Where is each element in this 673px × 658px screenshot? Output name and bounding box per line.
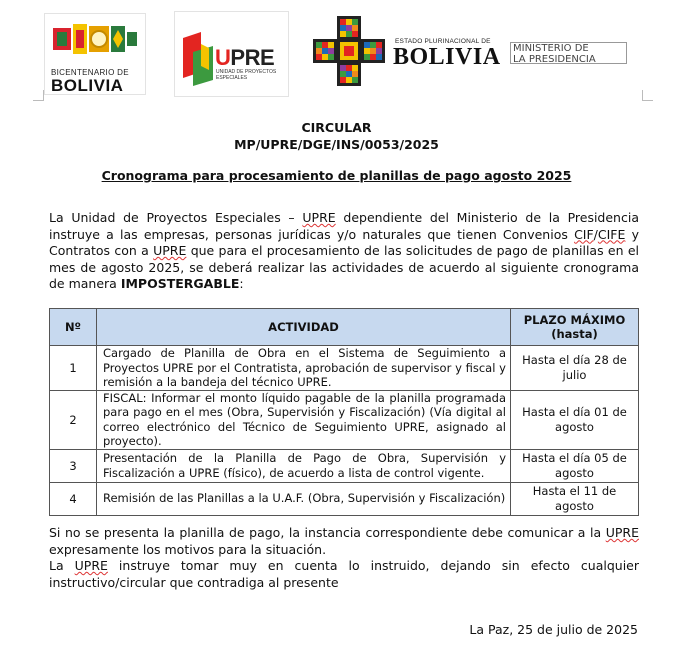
header-plazo: PLAZO MÁXIMO (hasta) (511, 309, 639, 346)
row-actividad: Presentación de la Planilla de Pago de Obra, Supervisión y Fiscalización a UPRE (físico), de acuerdo a lista de control vigente. (97, 449, 511, 482)
row-actividad: Remisión de las Planillas a la U.A.F. (Obra, Supervisión y Fiscalización) (97, 482, 511, 515)
estado-small-text: ESTADO PLURINACIONAL DE (395, 38, 491, 45)
circular-subject: Cronograma para procesamiento de planillas de pago agosto 2025 (101, 168, 572, 183)
header-num: Nº (50, 309, 97, 346)
estado-big-text: BOLIVIA (393, 44, 501, 70)
row-plazo: Hasta el día 01 de agosto (511, 390, 639, 449)
upre-subtitle: UNIDAD DE PROYECTOS ESPECIALES (216, 69, 277, 81)
intro-paragraph: La Unidad de Proyectos Especiales – UPRE dependiente del Ministerio de la Presidencia instruye a las empresas, personas jurídicas y/o naturales que tienen Convenios CIF/CIFE y Contratos con a UPRE que para el procesamiento de las solicitudes de pago de planillas en el mes de agosto 2025, se deberá realizar las actividades de acuerdo al siguiente cronograma de manera IMPOSTERGABLE: (49, 210, 640, 291)
bicentenario-big-text: BOLIVIA (51, 76, 124, 95)
row-actividad: FISCAL: Informar el monto líquido pagable de la planilla programada para pago en el mes (Obra, Supervisión y Fiscalización) (Vía digital al correo electrónico del Técnico de Seguimiento UPRE, asignado al proyecto). (97, 390, 511, 449)
row-num: 2 (50, 390, 97, 449)
row-num: 3 (50, 449, 97, 482)
header-actividad: ACTIVIDAD (97, 309, 511, 346)
ministerio-label (510, 42, 627, 64)
table-header-row (50, 309, 639, 346)
closing-paragraph-2: La UPRE instruye tomar muy en cuenta lo instruido, dejando sin efecto cualquier instructivo/circular que contradiga al presente (49, 558, 639, 590)
table-row (50, 482, 639, 515)
schedule-table (49, 308, 639, 516)
upre-emblem-icon (179, 30, 219, 90)
table-row (50, 449, 639, 482)
table-row (50, 346, 639, 391)
upre-logo (175, 12, 288, 96)
bicentenario-small-text: BICENTENARIO DE (51, 68, 129, 77)
document-type: CIRCULAR (301, 120, 372, 135)
document-date: La Paz, 25 de julio de 2025 (469, 622, 638, 637)
row-num: 1 (50, 346, 97, 391)
row-plazo: Hasta el 11 de agosto (511, 482, 639, 515)
ministerio-text: MINISTERIO DE LA PRESIDENCIA (513, 43, 596, 65)
row-plazo: Hasta el día 28 de julio (511, 346, 639, 391)
row-plazo: Hasta el día 05 de agosto (511, 449, 639, 482)
upre-wordmark: UPRE (215, 45, 275, 70)
margin-corner-mark-left (33, 90, 44, 101)
estado-plurinacional-logo (313, 16, 501, 90)
bicentenario-emblem-icon (45, 14, 145, 68)
bicentenario-logo (45, 14, 145, 94)
row-num: 4 (50, 482, 97, 515)
row-actividad: Cargado de Planilla de Obra en el Sistema de Seguimiento a Proyectos UPRE por el Contratista, aprobación de supervisor y fiscal y remisión a la bandeja del técnico UPRE. (97, 346, 511, 391)
margin-corner-mark-right (642, 90, 653, 101)
closing-paragraph-1: Si no se presenta la planilla de pago, la instancia correspondiente debe comunicar a la UPRE expresamente los motivos para la situación. (49, 525, 639, 557)
circular-code: MP/UPRE/DGE/INS/0053/2025 (234, 137, 439, 152)
wiphala-cross-icon (313, 16, 385, 86)
table-row (50, 390, 639, 449)
